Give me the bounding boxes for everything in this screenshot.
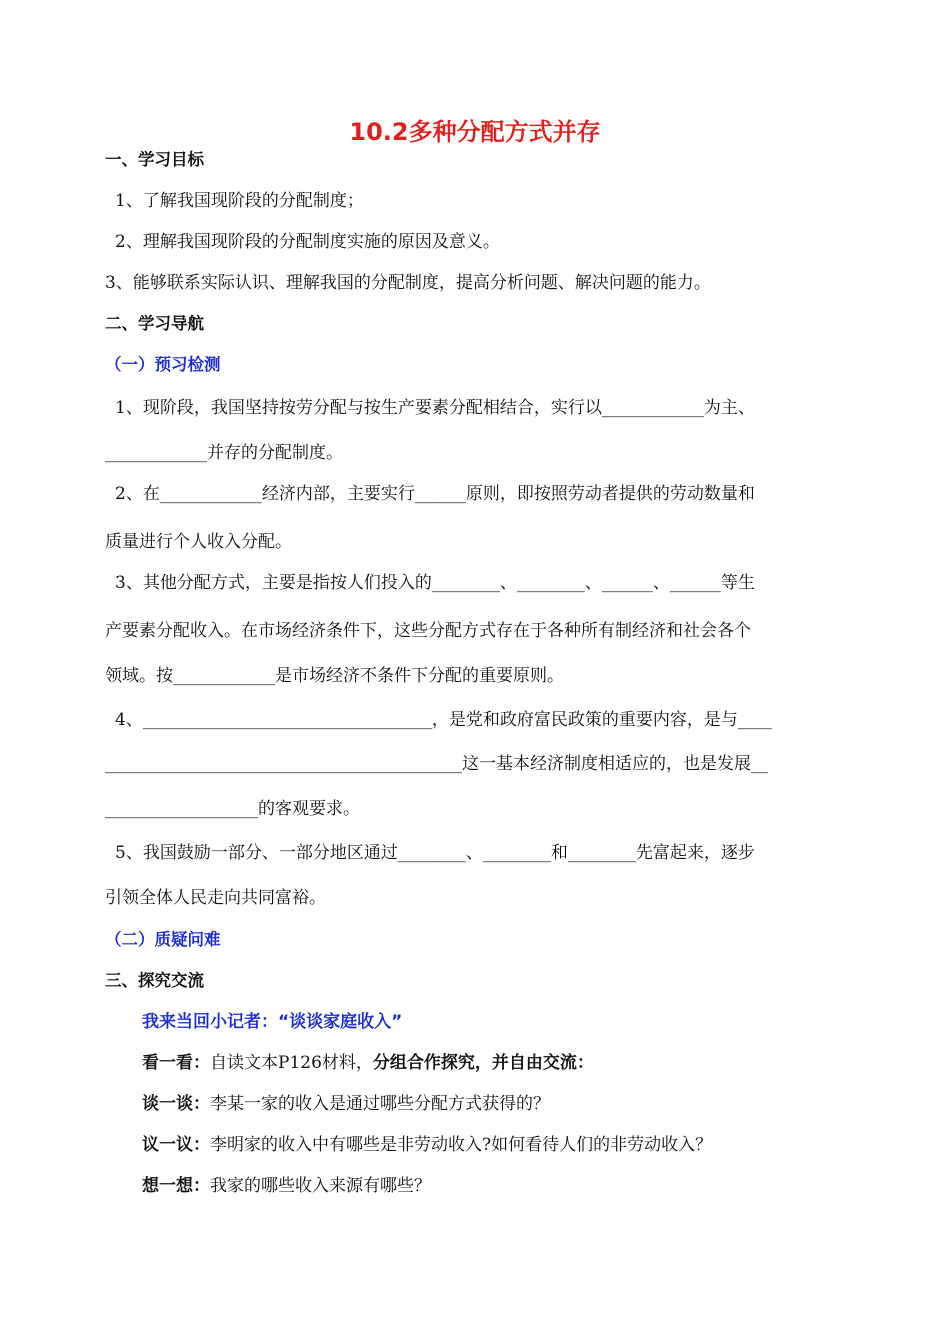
preview-line: 产要素分配收入。在市场经济条件下，这些分配方式存在于各种所有制经济和社会各个 [105,621,751,641]
explore-talk-text: 李某一家的收入是通过哪些分配方式获得的？ [210,1094,550,1114]
preview-line: 4、__________________________________，是党和政府富民政策的重要内容，是与____ [115,710,772,730]
subsection-heading-questions: （二）质疑问难 [105,930,221,949]
subsection-heading-preview: （一）预习检测 [105,355,221,374]
preview-line: __________________________________________这一基本经济制度相适应的，也是发展__ [105,754,768,774]
explore-discuss-label: 议一议： [142,1135,210,1155]
section-heading-guide: 二、学习导航 [105,314,204,333]
section-heading-goals: 一、学习目标 [105,150,204,169]
explore-talk-label: 谈一谈： [142,1094,210,1114]
preview-line: __________________的客观要求。 [105,799,360,819]
explore-think-label: 想一想： [142,1176,210,1196]
explore-look-bold: 分组合作探究，并自由交流： [372,1053,594,1073]
preview-line: 3、其他分配方式，主要是指按人们投入的________、________、______、______等生 [115,573,755,593]
explore-think-text: 我家的哪些收入来源有哪些？ [210,1176,431,1196]
preview-line: 1、现阶段，我国坚持按劳分配与按生产要素分配相结合，实行以____________为主、 [115,398,755,418]
explore-subtitle: 我来当回小记者：“谈谈家庭收入” [142,1012,403,1032]
preview-line: 领域。按____________是市场经济不条件下分配的重要原则。 [105,666,564,686]
goal-item: 3、能够联系实际认识、理解我国的分配制度，提高分析问题、解决问题的能力。 [105,273,711,293]
goal-item: 1、了解我国现阶段的分配制度； [115,191,364,211]
preview-line: 2、在____________经济内部，主要实行______原则，即按照劳动者提供的劳动数量和 [115,484,755,504]
preview-line: 质量进行个人收入分配。 [105,532,292,552]
goal-item: 2、理解我国现阶段的分配制度实施的原因及意义。 [115,232,500,252]
preview-line: 引领全体人民走向共同富裕。 [105,888,326,908]
section-heading-explore: 三、探究交流 [105,971,204,990]
explore-look-text: 自读文本P126材料， [210,1053,373,1073]
explore-look [142,1051,594,1075]
explore-look-label: 看一看： [142,1053,210,1073]
explore-discuss [142,1133,712,1157]
explore-think [142,1174,431,1198]
preview-line: 5、我国鼓励一部分、一部分地区通过________、________和________先富起来，逐步 [115,843,755,863]
preview-line: ____________并存的分配制度。 [105,443,343,463]
explore-discuss-text: 李明家的收入中有哪些是非劳动收入?如何看待人们的非劳动收入？ [210,1135,713,1155]
page-title: 10.2多种分配方式并存 [349,118,601,146]
explore-talk [142,1092,550,1116]
